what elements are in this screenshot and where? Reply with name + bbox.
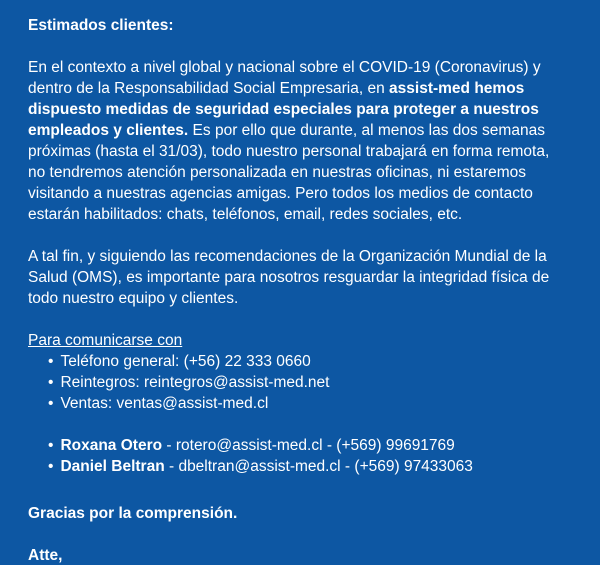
contact-person-name: Daniel Beltran	[60, 458, 165, 475]
greeting: Estimados clientes:	[28, 17, 174, 34]
company-name: assist-med	[28, 568, 109, 585]
intro-text-2: Es por ello que durante, al menos las dos semanas próximas (hasta el 31/03), todo nuestro personal trabajará en forma remota, no tendremos atención personalizada en nuestras oficinas, ni estaremos visitando a nuestras agencias amigas. Pero todos los medios de contacto estarán habilitados: chats, teléfonos, email, redes sociales, etc.	[28, 122, 550, 223]
bullet-marker: •	[48, 437, 54, 454]
contact-channel-label: Teléfono general: (+56) 22 333 0660	[60, 353, 311, 370]
intro-text-bold: assist-med hemos dispuesto medidas de seguridad especiales para proteger a nuestros empleados y clientes.	[28, 80, 539, 139]
contact-channel-label: Ventas: ventas@assist-med.cl	[60, 395, 269, 412]
contact-person-detail: - rotero@assist-med.cl - (+569) 99691769	[162, 437, 455, 454]
contact-channel-item	[48, 372, 570, 393]
bullet-marker: •	[48, 395, 54, 412]
contact-channel-label: Reintegros: reintegros@assist-med.net	[60, 374, 330, 391]
oms-paragraph: A tal fin, y siguiendo las recomendaciones de la Organización Mundial de la Salud (OMS), es importante para nosotros resguardar la integridad física de todo nuestro equipo y clientes.	[28, 248, 550, 307]
closing-note: Gracias por la comprensión.	[28, 505, 238, 522]
intro-text-1: En el contexto a nivel global y nacional sobre el COVID-19 (Coronavirus) y dentro de la Responsabilidad Social Empresaria, en	[28, 59, 541, 97]
contact-person-detail: - dbeltran@assist-med.cl - (+569) 97433063	[164, 458, 473, 475]
contact-channel-item	[48, 393, 570, 414]
contact-heading: Para comunicarse con	[28, 332, 183, 349]
contact-person-item	[48, 435, 570, 456]
bullet-marker: •	[48, 353, 54, 370]
bullet-marker: •	[48, 374, 54, 391]
contact-channel-item	[48, 351, 570, 372]
spacer	[28, 414, 570, 435]
contact-person-item	[48, 456, 570, 477]
contact-person-name: Roxana Otero	[60, 437, 163, 454]
signoff	[28, 545, 570, 587]
contact-channel-list	[28, 351, 570, 414]
intro-paragraph	[28, 57, 570, 225]
contact-person-list	[28, 435, 570, 477]
signoff-atte: Atte,	[28, 547, 63, 564]
bullet-marker: •	[48, 458, 54, 475]
